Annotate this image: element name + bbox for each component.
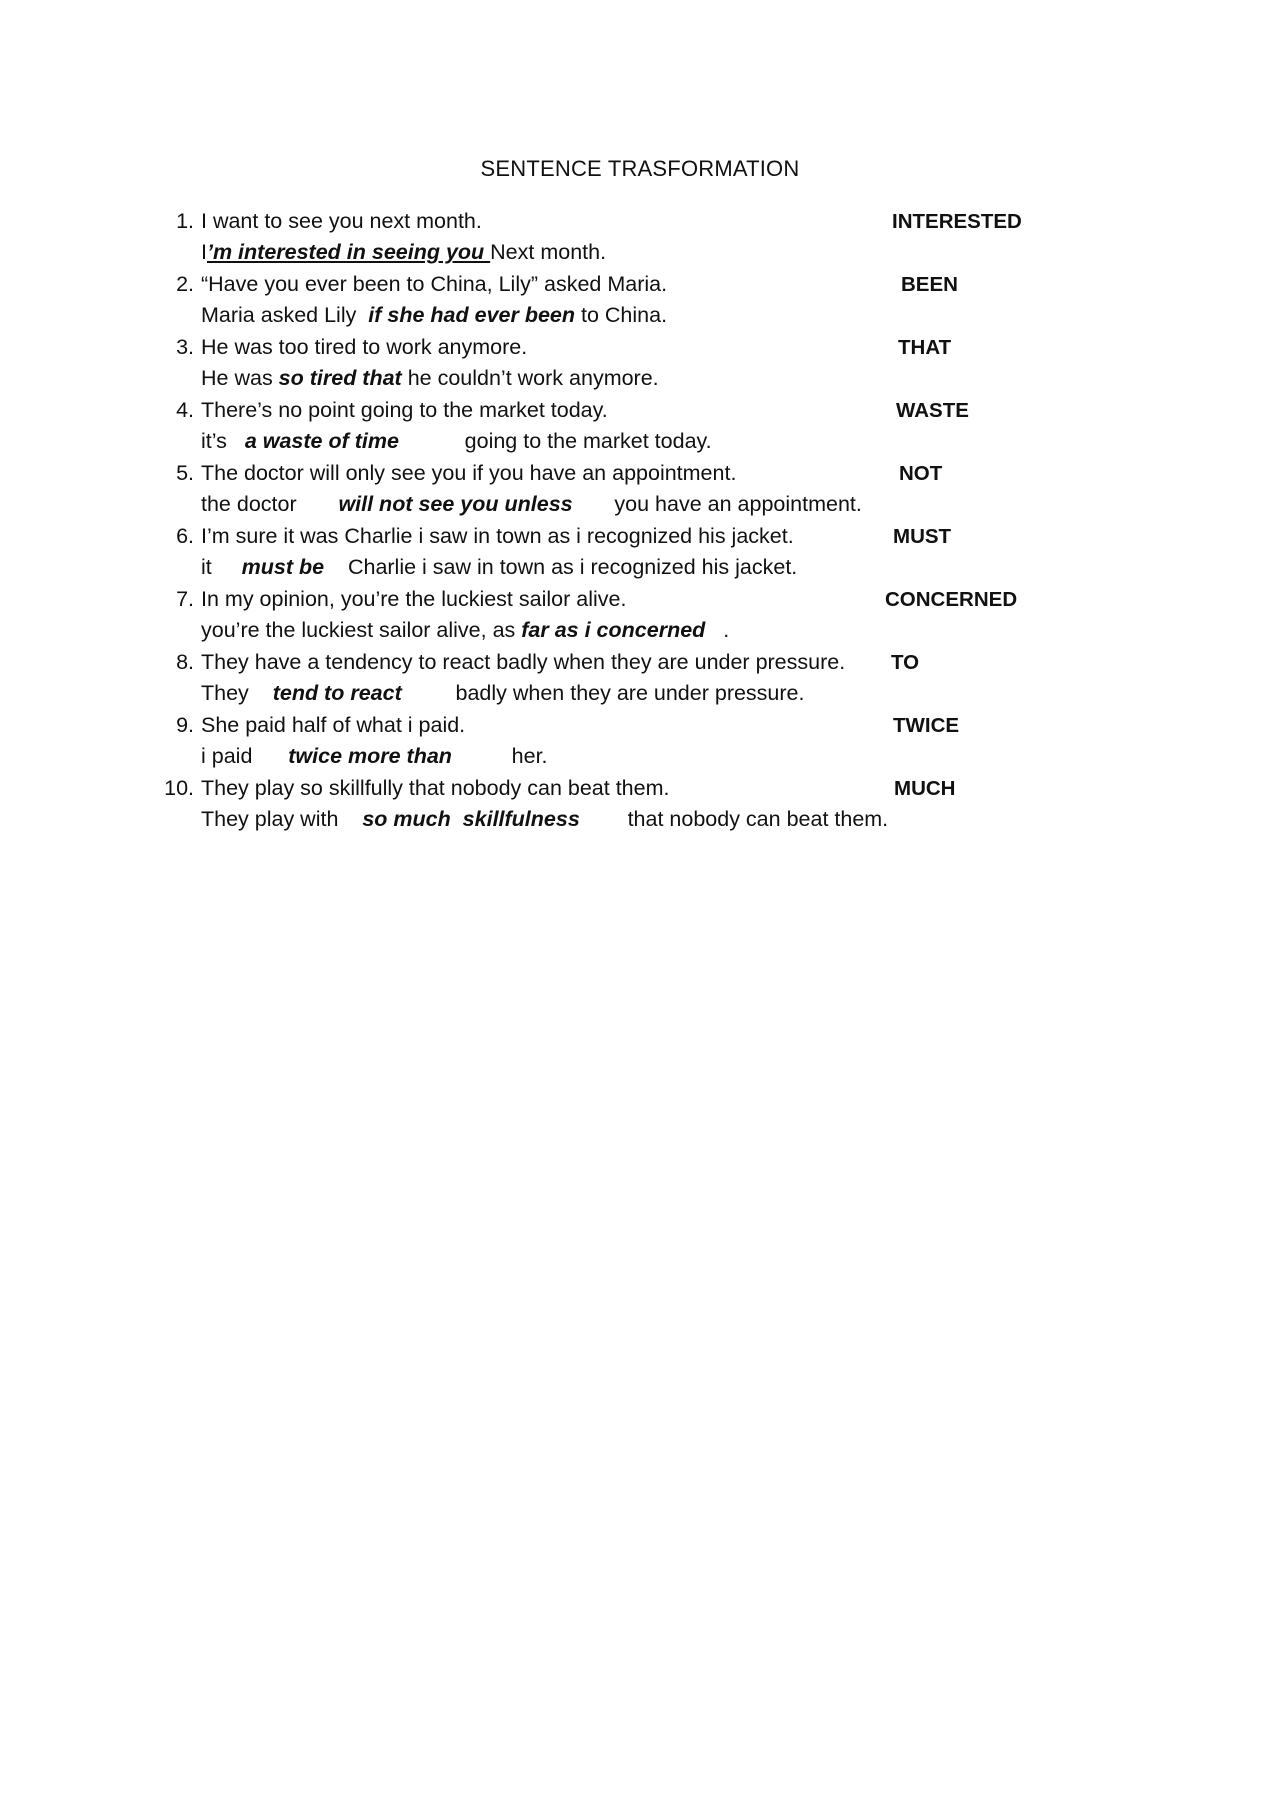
item-question: I want to see you next month.: [201, 209, 482, 233]
exercise-list: [160, 206, 1040, 836]
item-answer-line: [201, 363, 659, 394]
item-keyword: MUCH: [894, 777, 956, 800]
answer-after: he couldn’t work anymore.: [401, 366, 659, 390]
list-item: [160, 395, 1040, 458]
answer-after: that nobody can beat them.: [579, 807, 889, 831]
item-keyword: BEEN: [901, 273, 958, 296]
item-answer-line: [201, 426, 712, 457]
item-keyword: WASTE: [896, 399, 969, 422]
item-question: In my opinion, you’re the luckiest sailor alive.: [201, 587, 627, 611]
answer-after: to China.: [575, 303, 668, 327]
item-number: 6.: [176, 524, 194, 548]
answer-after: Charlie i saw in town as i recognized his jacket.: [324, 555, 798, 579]
item-answer-line: [201, 615, 729, 646]
item-keyword: TWICE: [893, 714, 960, 737]
answer-text: must be: [241, 555, 325, 579]
answer-text: tend to react: [272, 681, 402, 705]
item-question: They play so skillfully that nobody can beat them.: [201, 776, 670, 800]
list-item: [160, 647, 1040, 710]
answer-after: badly when they are under pressure.: [401, 681, 805, 705]
answer-text: will not see you unless: [338, 492, 573, 516]
answer-text: far as i concerned: [521, 618, 706, 642]
answer-before: Maria asked Lily: [201, 303, 369, 327]
item-question: There’s no point going to the market today.: [201, 398, 608, 422]
item-answer-line: [201, 552, 797, 583]
item-number: 7.: [176, 587, 194, 611]
answer-text: twice more than: [288, 744, 452, 768]
item-keyword: TO: [891, 651, 920, 674]
answer-after: .: [705, 618, 730, 642]
answer-text: so much skillfulness: [362, 807, 580, 831]
answer-after: you have an appointment.: [572, 492, 862, 516]
answer-text: ’m interested in seeing you: [206, 240, 491, 264]
item-question: “Have you ever been to China, Lily” asked Maria.: [201, 272, 668, 296]
list-item: [160, 206, 1040, 269]
answer-before: He was: [201, 366, 279, 390]
answer-before: the doctor: [201, 492, 339, 516]
answer-text: so tired that: [278, 366, 402, 390]
answer-after: her.: [451, 744, 548, 768]
answer-text: if she had ever been: [368, 303, 576, 327]
item-number: 9.: [176, 713, 194, 737]
item-answer-line: [201, 804, 888, 835]
item-number: 2.: [176, 272, 194, 296]
list-item: [160, 584, 1040, 647]
list-item: [160, 773, 1040, 836]
item-answer-line: [201, 237, 606, 268]
item-keyword: INTERESTED: [892, 210, 1022, 233]
item-number: 10.: [164, 776, 194, 800]
answer-before: you’re the luckiest sailor alive, as: [201, 618, 522, 642]
item-number: 4.: [176, 398, 194, 422]
item-answer-line: [201, 678, 804, 709]
item-keyword: NOT: [899, 462, 943, 485]
answer-before: They: [201, 681, 273, 705]
answer-before: They play with: [201, 807, 363, 831]
document-title: SENTENCE TRASFORMATION: [480, 156, 800, 181]
item-question: The doctor will only see you if you have an appointment.: [201, 461, 737, 485]
answer-before: I: [201, 240, 207, 264]
item-question: He was too tired to work anymore.: [201, 335, 528, 359]
item-question: I’m sure it was Charlie i saw in town as i recognized his jacket.: [201, 524, 794, 548]
list-item: [160, 521, 1040, 584]
item-keyword: THAT: [898, 336, 952, 359]
item-answer-line: [201, 741, 548, 772]
answer-after: going to the market today.: [398, 429, 712, 453]
item-answer-line: [201, 300, 667, 331]
item-number: 5.: [176, 461, 194, 485]
item-number: 3.: [176, 335, 194, 359]
answer-before: it’s: [201, 429, 245, 453]
list-item: [160, 458, 1040, 521]
item-keyword: CONCERNED: [885, 588, 1018, 611]
item-question: She paid half of what i paid.: [201, 713, 466, 737]
answer-before: it: [201, 555, 242, 579]
answer-before: i paid: [201, 744, 289, 768]
list-item: [160, 269, 1040, 332]
item-question: They have a tendency to react badly when they are under pressure.: [201, 650, 846, 674]
item-answer-line: [201, 489, 862, 520]
answer-after: Next month.: [490, 240, 607, 264]
item-number: 8.: [176, 650, 194, 674]
item-number: 1.: [176, 209, 194, 233]
item-keyword: MUST: [893, 525, 952, 548]
list-item: [160, 332, 1040, 395]
answer-text: a waste of time: [244, 429, 399, 453]
list-item: [160, 710, 1040, 773]
